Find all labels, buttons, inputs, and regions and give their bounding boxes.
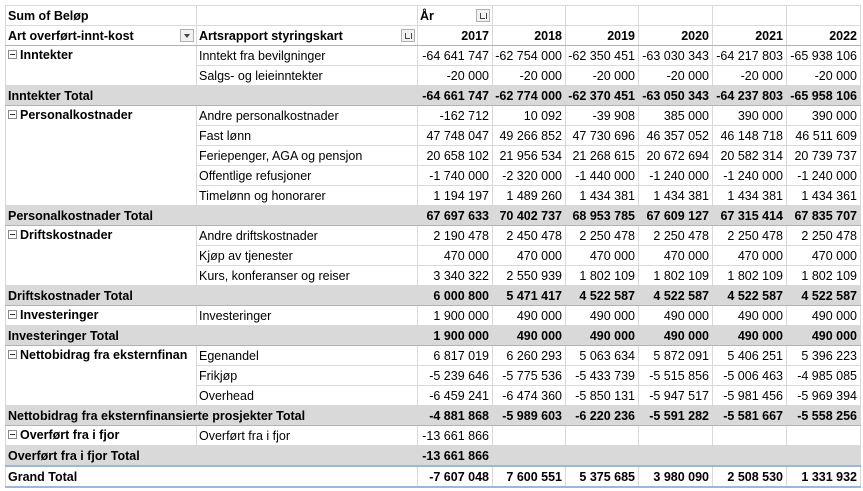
value-cell: -2 320 000 <box>493 166 566 186</box>
value-cell: -1 240 000 <box>639 166 713 186</box>
grand-total-value: 1 331 932 <box>787 466 861 487</box>
subtotal-value: -64 661 747 <box>418 86 493 106</box>
value-cell: -5 969 394 <box>787 386 861 406</box>
subtotal-value: 490 000 <box>566 326 639 346</box>
value-cell: 5 406 251 <box>713 346 787 366</box>
grand-total-value: 7 600 551 <box>493 466 566 487</box>
year-filter-button[interactable] <box>476 9 490 22</box>
value-cell <box>713 426 787 446</box>
value-cell: 5 063 634 <box>566 346 639 366</box>
subtotal-row <box>6 86 861 106</box>
subtotal-label: Investeringer Total <box>6 326 418 346</box>
group-label: Inntekter <box>20 48 73 62</box>
value-cell: 490 000 <box>713 306 787 326</box>
row-label: Timelønn og honorarer <box>197 186 418 206</box>
grand-total-value: 3 980 090 <box>639 466 713 487</box>
value-cell: -64 217 803 <box>713 46 787 66</box>
subtotal-value: -5 558 256 <box>787 406 861 426</box>
subtotal-value: 70 402 737 <box>493 206 566 226</box>
value-cell: 46 357 052 <box>639 126 713 146</box>
value-cell: 470 000 <box>418 246 493 266</box>
year-header: 2022 <box>787 26 861 46</box>
collapse-minus-icon[interactable] <box>8 110 17 119</box>
row-label: Kjøp av tjenester <box>197 246 418 266</box>
value-cell: 6 817 019 <box>418 346 493 366</box>
row-label: Andre driftskostnader <box>197 226 418 246</box>
value-cell: -5 515 856 <box>639 366 713 386</box>
row-label: Feriepenger, AGA og pensjon <box>197 146 418 166</box>
row-field-2-cell <box>197 26 418 46</box>
subtotal-value: 67 835 707 <box>787 206 861 226</box>
value-cell: 2 450 478 <box>493 226 566 246</box>
row-label: Egenandel <box>197 346 418 366</box>
value-cell: -20 000 <box>713 66 787 86</box>
value-cell: -39 908 <box>566 106 639 126</box>
subtotal-row <box>6 326 861 346</box>
group-header-cell <box>6 226 197 286</box>
value-cell: 20 658 102 <box>418 146 493 166</box>
value-cell: -20 000 <box>787 66 861 86</box>
subtotal-value: -5 591 282 <box>639 406 713 426</box>
subtotal-value: 4 522 587 <box>639 286 713 306</box>
group-header-cell <box>6 346 197 406</box>
value-cell: 46 148 718 <box>713 126 787 146</box>
value-cell: 1 802 109 <box>787 266 861 286</box>
pivot-header-row-2 <box>6 26 861 46</box>
value-cell: 3 340 322 <box>418 266 493 286</box>
value-cell: 20 582 314 <box>713 146 787 166</box>
subtotal-value: 67 609 127 <box>639 206 713 226</box>
value-cell: 1 194 197 <box>418 186 493 206</box>
value-cell: 47 748 047 <box>418 126 493 146</box>
subtotal-label: Driftskostnader Total <box>6 286 418 306</box>
year-header: 2020 <box>639 26 713 46</box>
subtotal-value: -64 237 803 <box>713 86 787 106</box>
value-cell: -5 006 463 <box>713 366 787 386</box>
row-label: Salgs- og leieinntekter <box>197 66 418 86</box>
subtotal-value <box>639 446 713 467</box>
subtotal-row <box>6 446 861 467</box>
value-cell: -1 740 000 <box>418 166 493 186</box>
value-cell <box>639 426 713 446</box>
value-cell: 2 250 478 <box>639 226 713 246</box>
subtotal-value: -65 958 106 <box>787 86 861 106</box>
column-field-label: År <box>420 8 434 23</box>
row-label: Kurs, konferanser og reiser <box>197 266 418 286</box>
value-cell: 2 250 478 <box>787 226 861 246</box>
row-label: Inntekt fra bevilgninger <box>197 46 418 66</box>
subtotal-row <box>6 286 861 306</box>
value-cell: 1 900 000 <box>418 306 493 326</box>
value-cell: -64 641 747 <box>418 46 493 66</box>
row-label: Overhead <box>197 386 418 406</box>
grand-total-value: 2 508 530 <box>713 466 787 487</box>
subtotal-value: 4 522 587 <box>566 286 639 306</box>
subtotal-value: -5 989 603 <box>493 406 566 426</box>
subtotal-value: 4 522 587 <box>787 286 861 306</box>
value-cell: 2 250 478 <box>713 226 787 246</box>
value-cell: 47 730 696 <box>566 126 639 146</box>
year-header: 2021 <box>713 26 787 46</box>
row-label: Overført fra i fjor <box>197 426 418 446</box>
value-cell: -5 433 739 <box>566 366 639 386</box>
collapse-minus-icon[interactable] <box>8 430 17 439</box>
subtotal-value: 67 315 414 <box>713 206 787 226</box>
value-cell: 470 000 <box>566 246 639 266</box>
value-cell: 1 489 260 <box>493 186 566 206</box>
value-cell: 490 000 <box>566 306 639 326</box>
grand-total-label: Grand Total <box>6 466 418 487</box>
subtotal-row <box>6 206 861 226</box>
value-cell: 470 000 <box>639 246 713 266</box>
year-header: 2018 <box>493 26 566 46</box>
value-cell: -4 985 085 <box>787 366 861 386</box>
table-row <box>6 106 861 126</box>
row-field-2-filter-button[interactable] <box>401 29 415 42</box>
row-label: Frikjøp <box>197 366 418 386</box>
value-cell: -62 350 451 <box>566 46 639 66</box>
subtotal-label: Overført fra i fjor Total <box>6 446 418 467</box>
value-cell: -20 000 <box>639 66 713 86</box>
value-cell <box>493 426 566 446</box>
table-row <box>6 306 861 326</box>
value-cell: 49 266 852 <box>493 126 566 146</box>
value-cell: 2 250 478 <box>566 226 639 246</box>
value-cell: 10 092 <box>493 106 566 126</box>
subtotal-value: -63 050 343 <box>639 86 713 106</box>
value-cell: 490 000 <box>639 306 713 326</box>
subtotal-value: -62 774 000 <box>493 86 566 106</box>
value-cell: -13 661 866 <box>418 426 493 446</box>
value-cell: 6 260 293 <box>493 346 566 366</box>
grand-total-value: -7 607 048 <box>418 466 493 487</box>
value-cell: 1 434 381 <box>566 186 639 206</box>
table-row <box>6 426 861 446</box>
value-cell: 390 000 <box>787 106 861 126</box>
subtotal-value: 5 471 417 <box>493 286 566 306</box>
value-cell: 1 802 109 <box>713 266 787 286</box>
value-cell: -20 000 <box>493 66 566 86</box>
subtotal-value: 6 000 800 <box>418 286 493 306</box>
collapse-minus-icon[interactable] <box>8 230 17 239</box>
value-cell: 1 434 361 <box>787 186 861 206</box>
column-field-cell <box>418 6 493 26</box>
value-cell: -63 030 343 <box>639 46 713 66</box>
value-cell: 1 802 109 <box>566 266 639 286</box>
value-cell: 470 000 <box>493 246 566 266</box>
value-cell: 2 190 478 <box>418 226 493 246</box>
row-label: Andre personalkostnader <box>197 106 418 126</box>
table-row <box>6 46 861 66</box>
subtotal-label: Nettobidrag fra eksternfinansierte prosjekter Total <box>6 406 418 426</box>
subtotal-value <box>713 446 787 467</box>
value-cell: 490 000 <box>787 306 861 326</box>
value-cell: 5 872 091 <box>639 346 713 366</box>
value-cell: -62 754 000 <box>493 46 566 66</box>
value-cell: -5 239 646 <box>418 366 493 386</box>
subtotal-value: -5 581 667 <box>713 406 787 426</box>
subtotal-value: 490 000 <box>713 326 787 346</box>
subtotal-value: -4 881 868 <box>418 406 493 426</box>
subtotal-label: Inntekter Total <box>6 86 418 106</box>
value-cell: -6 459 241 <box>418 386 493 406</box>
value-cell: -162 712 <box>418 106 493 126</box>
value-cell: 470 000 <box>713 246 787 266</box>
value-cell: 2 550 939 <box>493 266 566 286</box>
value-cell: -1 240 000 <box>787 166 861 186</box>
subtotal-value <box>566 446 639 467</box>
pivot-table <box>5 5 861 488</box>
subtotal-value: -13 661 866 <box>418 446 493 467</box>
value-cell: -6 474 360 <box>493 386 566 406</box>
group-header-cell <box>6 106 197 206</box>
subtotal-value: 67 697 633 <box>418 206 493 226</box>
collapse-minus-icon[interactable] <box>8 50 17 59</box>
value-cell: -5 850 131 <box>566 386 639 406</box>
value-cell: 46 511 609 <box>787 126 861 146</box>
subtotal-value: 490 000 <box>639 326 713 346</box>
row-field-2-label: Artsrapport styringskart <box>199 28 343 43</box>
grand-total-value: 5 375 685 <box>566 466 639 487</box>
value-cell: 20 739 737 <box>787 146 861 166</box>
grand-total-row <box>6 466 861 487</box>
year-header: 2017 <box>418 26 493 46</box>
subtotal-value: -6 220 236 <box>566 406 639 426</box>
row-label: Investeringer <box>197 306 418 326</box>
group-label: Overført fra i fjor <box>20 428 120 442</box>
collapse-minus-icon[interactable] <box>8 350 17 359</box>
value-cell: -1 240 000 <box>713 166 787 186</box>
value-cell: 21 268 615 <box>566 146 639 166</box>
subtotal-value: 1 900 000 <box>418 326 493 346</box>
value-cell: -20 000 <box>418 66 493 86</box>
group-label: Investeringer <box>20 308 99 322</box>
value-cell: -5 947 517 <box>639 386 713 406</box>
subtotal-value: 68 953 785 <box>566 206 639 226</box>
row-field-1-label: Art overført-innt-kost <box>8 28 134 43</box>
pivot-header-row-1 <box>6 6 861 26</box>
group-label: Nettobidrag fra eksternfinan <box>20 348 188 362</box>
row-label: Fast lønn <box>197 126 418 146</box>
subtotal-value <box>787 446 861 467</box>
collapse-minus-icon[interactable] <box>8 310 17 319</box>
value-cell: 21 956 534 <box>493 146 566 166</box>
year-header: 2019 <box>566 26 639 46</box>
row-field-1-cell <box>6 26 197 46</box>
value-cell: 390 000 <box>713 106 787 126</box>
row-field-1-dropdown-button[interactable] <box>180 29 194 42</box>
value-cell: 385 000 <box>639 106 713 126</box>
value-cell: 470 000 <box>787 246 861 266</box>
value-cell: -5 775 536 <box>493 366 566 386</box>
value-cell: -1 440 000 <box>566 166 639 186</box>
group-label: Personalkostnader <box>20 108 133 122</box>
value-cell: -5 981 456 <box>713 386 787 406</box>
value-cell: 1 434 381 <box>639 186 713 206</box>
subtotal-value: 490 000 <box>787 326 861 346</box>
subtotal-value: 490 000 <box>493 326 566 346</box>
group-header-cell <box>6 426 197 446</box>
row-label: Offentlige refusjoner <box>197 166 418 186</box>
group-label: Driftskostnader <box>20 228 113 242</box>
subtotal-label: Personalkostnader Total <box>6 206 418 226</box>
group-header-cell <box>6 46 197 86</box>
group-header-cell <box>6 306 197 326</box>
subtotal-value: -62 370 451 <box>566 86 639 106</box>
table-row <box>6 226 861 246</box>
value-cell: 5 396 223 <box>787 346 861 366</box>
subtotal-value: 4 522 587 <box>713 286 787 306</box>
value-cell <box>566 426 639 446</box>
value-cell: -65 938 106 <box>787 46 861 66</box>
subtotal-row <box>6 406 861 426</box>
value-cell: 1 802 109 <box>639 266 713 286</box>
subtotal-value <box>493 446 566 467</box>
value-cell: -20 000 <box>566 66 639 86</box>
table-row <box>6 346 861 366</box>
value-cell: 490 000 <box>493 306 566 326</box>
value-cell <box>787 426 861 446</box>
value-field-label: Sum of Beløp <box>6 6 197 26</box>
value-cell: 1 434 381 <box>713 186 787 206</box>
value-cell: 20 672 694 <box>639 146 713 166</box>
